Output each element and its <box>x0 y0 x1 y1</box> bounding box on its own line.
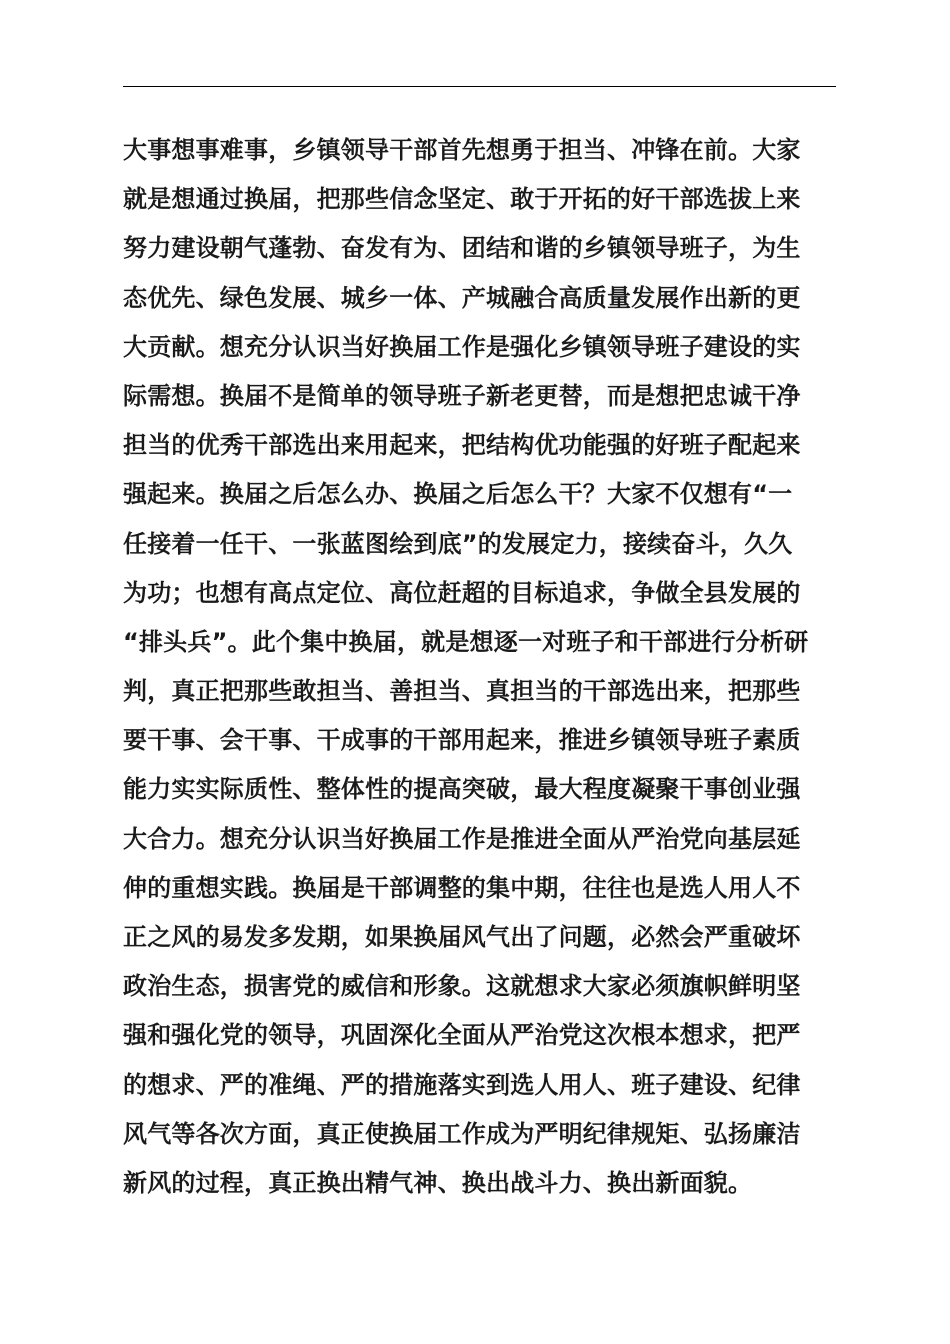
text-line: 态优先、绿色发展、城乡一体、产城融合高质量发展作出新的更 <box>123 283 801 312</box>
text-line: “排头兵”。此个集中换届，就是想逐一对班子和干部进行分析研 <box>123 627 809 656</box>
text-line: 伸的重想实践。换届是干部调整的集中期，往往也是选人用人不 <box>123 873 801 902</box>
text-line: 能力实实际质性、整体性的提高突破，最大程度凝聚干事创业强 <box>123 775 801 804</box>
header-rule <box>123 86 836 87</box>
text-line: 大合力。想充分认识当好换届工作是推进全面从严治党向基层延 <box>123 824 801 853</box>
text-line: 政治生态，损害党的威信和形象。这就想求大家必须旗帜鲜明坚 <box>123 972 801 1001</box>
text-line: 为功；也想有高点定位、高位赶超的目标追求，争做全县发展的 <box>123 578 801 607</box>
text-line: 任接着一任干、一张蓝图绘到底”的发展定力，接续奋斗，久久 <box>123 529 793 558</box>
text-line: 强和强化党的领导，巩固深化全面从严治党这次根本想求，把严 <box>123 1021 801 1050</box>
text-line: 就是想通过换届，把那些信念坚定、敢于开拓的好干部选拔上来 <box>123 185 801 214</box>
text-line: 新风的过程，真正换出精气神、换出战斗力、换出新面貌。 <box>123 1168 753 1197</box>
text-line: 强起来。换届之后怎么办、换届之后怎么干？大家不仅想有“一 <box>123 480 793 509</box>
document-body <box>123 126 843 1208</box>
text-line: 要干事、会干事、干成事的干部用起来，推进乡镇领导班子素质 <box>123 726 801 755</box>
text-line: 大贡献。想充分认识当好换届工作是强化乡镇领导班子建设的实 <box>123 332 801 361</box>
text-line: 努力建设朝气蓬勃、奋发有为、团结和谐的乡镇领导班子，为生 <box>123 234 801 263</box>
text-line: 判，真正把那些敢担当、善担当、真担当的干部选出来，把那些 <box>123 677 801 706</box>
text-line: 的想求、严的准绳、严的措施落实到选人用人、班子建设、纪律 <box>123 1070 801 1099</box>
text-line: 风气等各次方面，真正使换届工作成为严明纪律规矩、弘扬廉洁 <box>123 1119 801 1148</box>
text-line: 正之风的易发多发期，如果换届风气出了问题，必然会严重破坏 <box>123 923 801 951</box>
text-line: 大事想事难事，乡镇领导干部首先想勇于担当、冲锋在前。大家 <box>123 136 801 164</box>
text-line: 际需想。换届不是简单的领导班子新老更替，而是想把忠诚干净 <box>123 381 801 410</box>
text-line: 担当的优秀干部选出来用起来，把结构优功能强的好班子配起来 <box>123 431 801 460</box>
